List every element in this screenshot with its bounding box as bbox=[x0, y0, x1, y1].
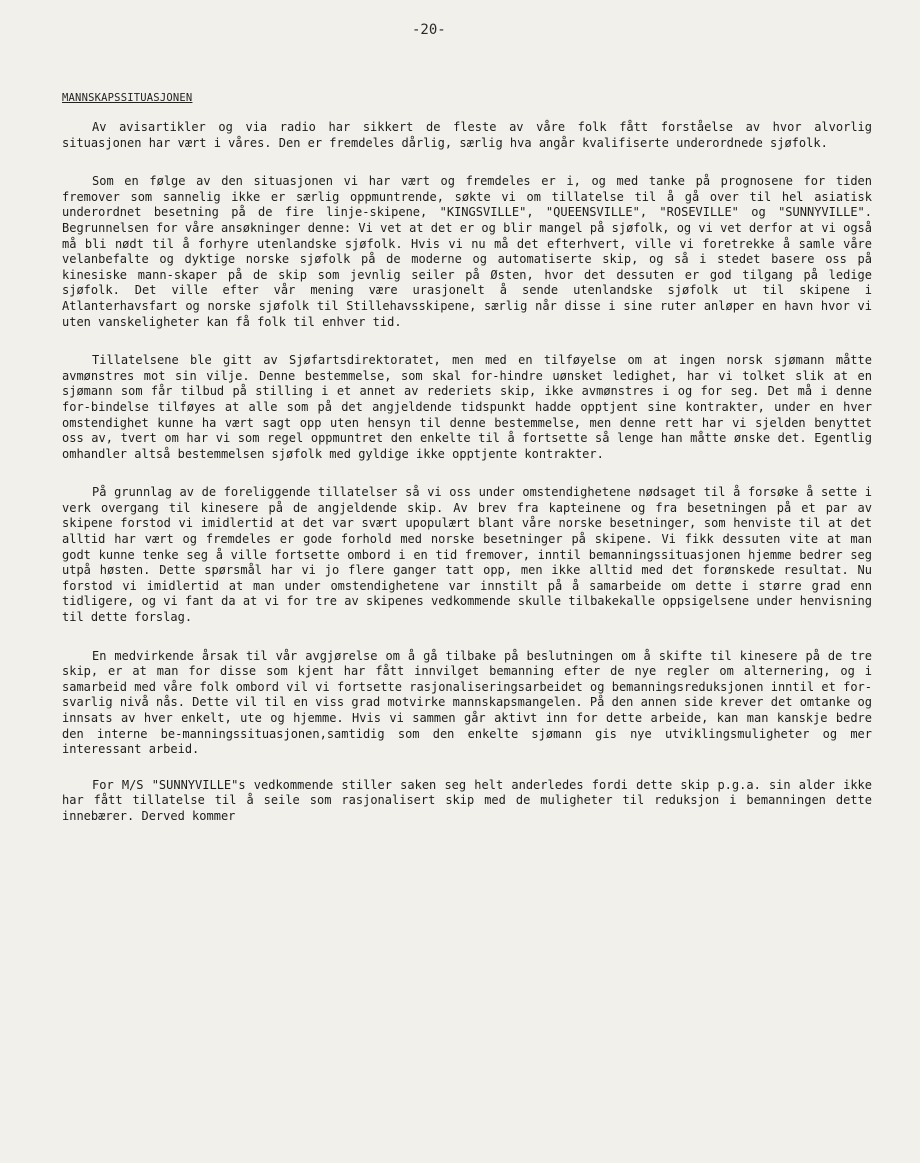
paragraph-5: En medvirkende årsak til vår avgjørelse om å gå tilbake på beslutningen om å skifte til kinesere på de tre skip, er at man for disse som kjent har fått innvilget bemanning efter de nye regler om alternering, og i samarbeid med våre folk ombord vil vi fortsette rasjonaliseringsarbeidet og bemanningsreduksjonen inntil et for-svarlig nivå nås. Dette vil til en viss grad motvirke mannskapsmangelen. På den annen side krever det omtanke og innsats av hver enkelt, ute og hjemme. Hvis vi sammen går aktivt inn for dette arbeide, kan man kanskje bedre den interne be-manningssituasjonen,samtidig som den enkelte sjømann gis nye utviklingsmuligheter og mer interessant arbeid. bbox=[62, 648, 872, 757]
paragraph-1: Av avisartikler og via radio har sikkert de fleste av våre folk fått forståelse av hvor alvorlig situasjonen har vært i våres. Den er fremdeles dårlig, særlig hva angår kvalifiserte underordnede sjøfolk. bbox=[62, 120, 872, 150]
page-number: -20- bbox=[412, 22, 446, 38]
paragraph-4: På grunnlag av de foreliggende tillatelser så vi oss under omstendighetene nødsaget til å forsøke å sette i verk overgang til kinesere på de angjeldende skip. Av brev fra kapteinene og fra besetningen på et par av skipene forstod vi imidlertid at det var svært upopulært blant våre norske besetninger, som henviste til at det alltid har vært og fremdeles er gode forhold med norske besetninger på skipene. Vi fikk dessuten vite at man godt kunne tenke seg å ville fortsette ombord i en tid fremover, inntil bemanningssituasjonen hjemme bedrer seg utpå høsten. Dette spørsmål har vi jo flere ganger tatt opp, men ikke alltid med det forønskede resultat. Nu forstod vi imidlertid at man under omstendighetene var innstilt på å samarbeide om dette i større grad enn tidligere, og vi fant da at vi for tre av skipenes vedkommende skulle tilbakekalle oppsigelsene under henvisning til dette forslag. bbox=[62, 485, 872, 625]
paragraph-3: Tillatelsene ble gitt av Sjøfartsdirektoratet, men med en tilføyelse om at ingen norsk sjømann måtte avmønstres mot sin vilje. Denne bestemmelse, som skal for-hindre uønsket ledighet, har vi tolket slik at en sjømann som får tilbud på stilling i et annet av rederiets skip, ikke avmønstres i og for seg. Det må i denne for-bindelse tilføyes at alle som på det angjeldende tidspunkt hadde opptjent sine kontrakter, under en hver omstendighet kunne ha vært sagt opp uten hensyn til denne bestemmelse, men denne rett har vi sjelden benyttet oss av, tvert om har vi som regel oppmuntret den enkelte til å fortsette så lenge han måtte ønske det. Egentlig omhandler altså bestemmelsen sjøfolk med gyldige ikke opptjente kontrakter. bbox=[62, 353, 872, 461]
document-body bbox=[62, 120, 872, 848]
paragraph-6: For M/S "SUNNYVILLE"s vedkommende stiller saken seg helt anderledes fordi dette skip p.g.a. sin alder ikke har fått tillatelse til å seile som rasjonalisert skip med de muligheter til reduksjon i bemanningen dette innebærer. Derved kommer bbox=[62, 777, 872, 823]
section-title: MANNSKAPSSITUASJONEN bbox=[62, 92, 193, 104]
paragraph-2: Som en følge av den situasjonen vi har vært og fremdeles er i, og med tanke på prognosene for tiden fremover som sannelig ikke er særlig oppmuntrende, søkte vi om tillatelse til å gå over til hel asiatisk underordnet besetning på de fire linje-skipene, "KINGSVILLE", "QUEENSVILLE", "ROSEVILLE" og "SUNNYVILLE". Begrunnelsen for våre ansøkninger denne: Vi vet at det er og blir mangel på sjøfolk, og vi vet derfor at vi også må bli nødt til å forhyre utenlandske sjøfolk. Hvis vi nu må det efterhvert, ville vi foretrekke å samle våre velanbefalte og dyktige norske sjøfolk på de moderne og automatiserte skip, og så i stedet basere oss på kinesiske mann-skaper på de skip som jevnlig seiler på Østen, hvor det dessuten er god tilgang på ledige sjøfolk. Det ville efter vår mening være urasjonelt å sende utenlandske sjøfolk ut til skipene i Atlanterhavsfart og norske sjøfolk til Stillehavsskipene, særlig når disse i sine ruter anløper en havn hvor vi uten vanskeligheter kan få folk til enhver tid. bbox=[62, 174, 872, 329]
